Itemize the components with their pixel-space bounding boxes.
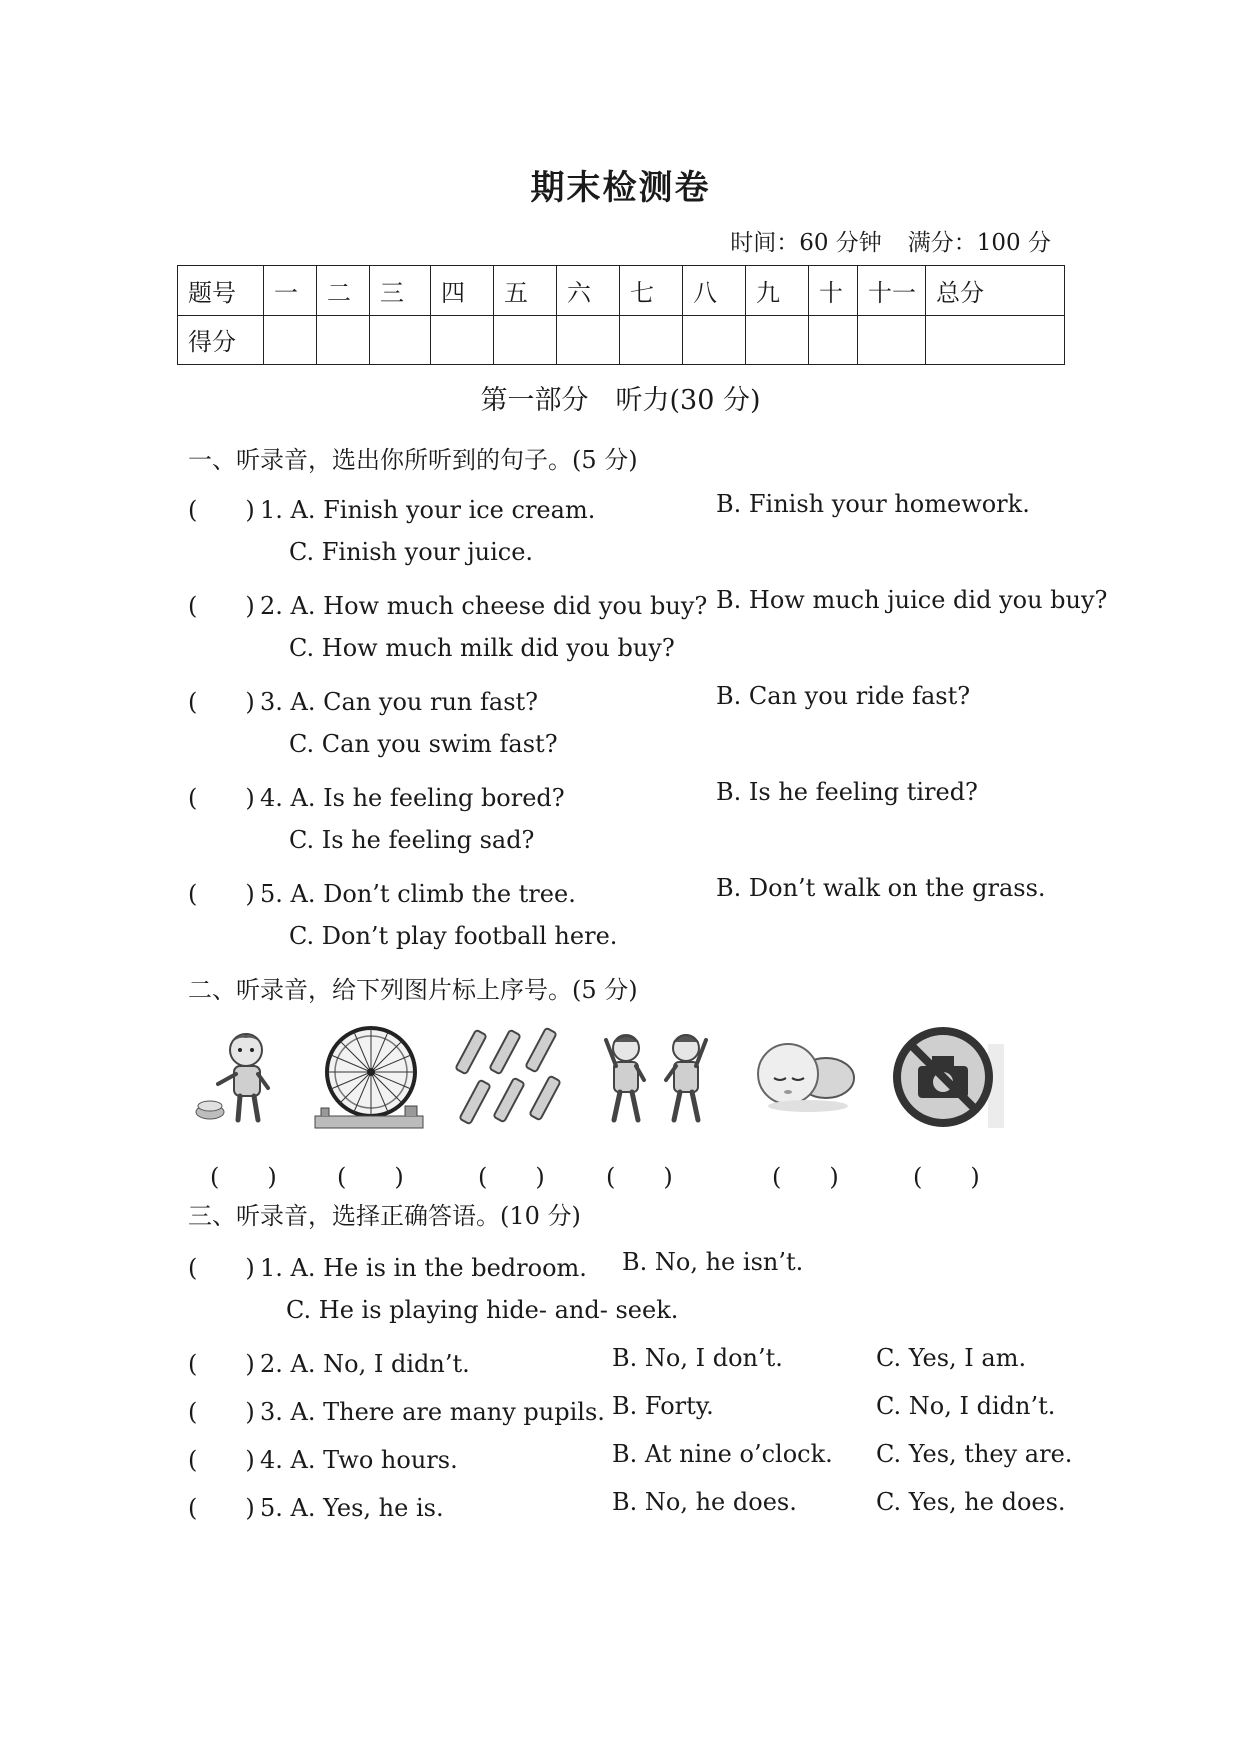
option-a: A. Is he feeling bored?: [290, 784, 565, 812]
score-header-cell: 七: [620, 266, 683, 316]
option-c: C. Can you swim fast?: [289, 730, 558, 758]
answer-blank[interactable]: ( ): [188, 1254, 255, 1282]
exam-meta: [730, 224, 1051, 257]
option-b: B. Can you ride fast?: [716, 682, 971, 710]
answer-blank[interactable]: ( ): [188, 880, 255, 908]
score-cell[interactable]: [926, 315, 1065, 365]
question-number: 4.: [260, 1446, 283, 1474]
score-table-score-row: [178, 315, 1065, 365]
option-b: B. No, he does.: [612, 1488, 797, 1516]
page-title: 期末检测卷: [530, 168, 711, 208]
question-number: 5.: [260, 880, 283, 908]
score-cell[interactable]: [858, 315, 926, 365]
question-line: [188, 490, 595, 525]
score-header-cell: 题号: [178, 266, 264, 316]
score-cell[interactable]: [557, 315, 620, 365]
option-a: A. Two hours.: [290, 1446, 458, 1474]
option-c: C. He is playing hide- and- seek.: [286, 1296, 679, 1324]
option-a: A. No, I didn’t.: [290, 1350, 470, 1378]
picture-answer-blank[interactable]: ( ): [606, 1163, 673, 1191]
score-cell[interactable]: [494, 315, 557, 365]
option-a: A. He is in the bedroom.: [290, 1254, 587, 1282]
option-a: A. Finish your ice cream.: [290, 496, 596, 524]
picture-answer-blank[interactable]: ( ): [913, 1163, 980, 1191]
option-c: C. Yes, he does.: [876, 1488, 1066, 1516]
question-number: 3.: [260, 688, 283, 716]
score-header-cell: 二: [317, 266, 370, 316]
sleeping-baby-picture: [748, 1022, 860, 1132]
question-line: [188, 1488, 444, 1523]
picture-answer-blank[interactable]: ( ): [337, 1163, 404, 1191]
score-table: [177, 265, 1065, 365]
score-cell[interactable]: [264, 315, 317, 365]
question-line: [188, 1344, 470, 1379]
score-row-label: 得分: [178, 315, 264, 365]
option-a: A. Don’t climb the tree.: [290, 880, 576, 908]
question-line: [188, 682, 538, 717]
picture-answer-blank[interactable]: ( ): [210, 1163, 277, 1191]
question-number: 5.: [260, 1494, 283, 1522]
exam-full-score: 满分：100 分: [907, 230, 1051, 256]
score-header-cell: 六: [557, 266, 620, 316]
option-c: C. Yes, they are.: [876, 1440, 1073, 1468]
option-c: C. Finish your juice.: [289, 538, 534, 566]
score-cell[interactable]: [809, 315, 858, 365]
option-a: A. How much cheese did you buy?: [290, 592, 708, 620]
score-cell[interactable]: [746, 315, 809, 365]
kids-exercising-picture: [598, 1022, 718, 1132]
question-number: 1.: [260, 496, 283, 524]
section-two-heading: 二、听录音，给下列图片标上序号。(5 分): [188, 976, 638, 1004]
score-table-header-row: [178, 266, 1065, 316]
option-c: C. Don’t play football here.: [289, 922, 618, 950]
question-line: [188, 874, 576, 909]
score-header-cell: 总分: [926, 266, 1065, 316]
option-c: C. How much milk did you buy?: [289, 634, 675, 662]
answer-blank[interactable]: ( ): [188, 1398, 255, 1426]
score-cell[interactable]: [317, 315, 370, 365]
crayons-picture: [455, 1022, 567, 1132]
question-number: 2.: [260, 592, 283, 620]
girl-eating-burger-picture: [188, 1022, 284, 1132]
score-header-cell: 十: [809, 266, 858, 316]
option-b: B. Forty.: [612, 1392, 714, 1420]
picture-answer-blank[interactable]: ( ): [478, 1163, 545, 1191]
option-b: B. Don’t walk on the grass.: [716, 874, 1046, 902]
section-three-heading: 三、听录音，选择正确答语。(10 分): [188, 1202, 581, 1230]
option-b: B. No, he isn’t.: [622, 1248, 804, 1276]
answer-blank[interactable]: ( ): [188, 688, 255, 716]
answer-blank[interactable]: ( ): [188, 496, 255, 524]
question-line: [188, 1248, 587, 1283]
question-number: 1.: [260, 1254, 283, 1282]
picture-answer-blank[interactable]: ( ): [772, 1163, 839, 1191]
exam-time: 时间：60 分钟: [730, 230, 882, 256]
score-header-cell: 五: [494, 266, 557, 316]
option-a: A. There are many pupils.: [290, 1398, 605, 1426]
answer-blank[interactable]: ( ): [188, 784, 255, 812]
option-b: B. How much juice did you buy?: [716, 586, 1108, 614]
option-b: B. At nine o’clock.: [612, 1440, 833, 1468]
option-b: B. No, I don’t.: [612, 1344, 783, 1372]
section-one-heading: 一、听录音，选出你所听到的句子。(5 分): [188, 446, 638, 474]
score-header-cell: 十一: [858, 266, 926, 316]
answer-blank[interactable]: ( ): [188, 592, 255, 620]
answer-blank[interactable]: ( ): [188, 1494, 255, 1522]
option-b: B. Finish your homework.: [716, 490, 1030, 518]
option-a: A. Yes, he is.: [290, 1494, 444, 1522]
question-line: [188, 586, 707, 621]
option-c: C. Yes, I am.: [876, 1344, 1027, 1372]
score-cell[interactable]: [620, 315, 683, 365]
score-header-cell: 八: [683, 266, 746, 316]
question-number: 2.: [260, 1350, 283, 1378]
score-cell[interactable]: [683, 315, 746, 365]
score-header-cell: 三: [370, 266, 431, 316]
question-line: [188, 1392, 605, 1427]
question-number: 4.: [260, 784, 283, 812]
option-a: A. Can you run fast?: [290, 688, 539, 716]
score-header-cell: 四: [431, 266, 494, 316]
option-c: C. Is he feeling sad?: [289, 826, 535, 854]
answer-blank[interactable]: ( ): [188, 1446, 255, 1474]
question-line: [188, 1440, 458, 1475]
answer-blank[interactable]: ( ): [188, 1350, 255, 1378]
question-number: 3.: [260, 1398, 283, 1426]
no-photos-sign-picture: [888, 1022, 1004, 1132]
score-header-cell: 一: [264, 266, 317, 316]
part-one-heading: 第一部分 听力(30 分): [480, 385, 761, 416]
score-cell[interactable]: [431, 315, 494, 365]
ferris-wheel-picture: [313, 1022, 425, 1132]
option-c: C. No, I didn’t.: [876, 1392, 1056, 1420]
score-cell[interactable]: [370, 315, 431, 365]
score-header-cell: 九: [746, 266, 809, 316]
question-line: [188, 778, 565, 813]
option-b: B. Is he feeling tired?: [716, 778, 978, 806]
